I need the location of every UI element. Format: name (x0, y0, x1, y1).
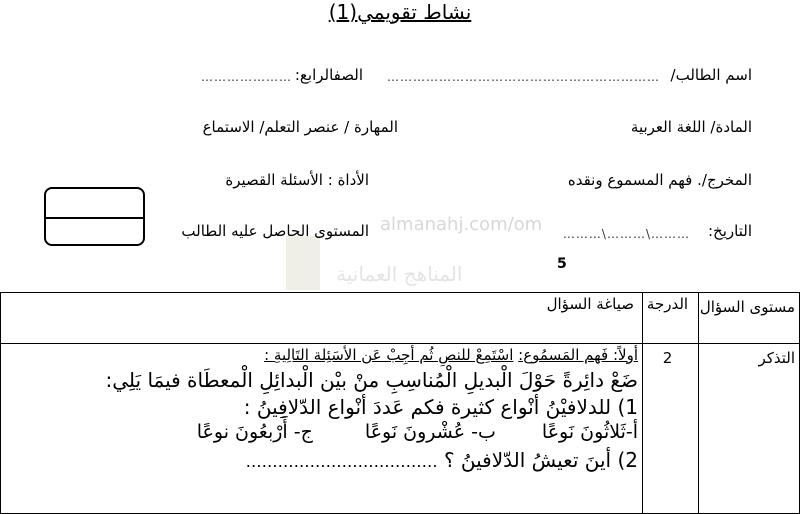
date-label: التاريخ: (708, 222, 752, 240)
score-divider (46, 217, 143, 219)
option-a[interactable]: أ-ثَلاثُونَ نَوعًا (541, 421, 638, 443)
page-title: نشاط تقويمي(1) (328, 0, 472, 24)
watermark-arabic: المناهج العمانية (336, 262, 463, 286)
date-blank[interactable]: ………\………\……… (562, 227, 690, 241)
question-row (1, 344, 800, 514)
student-name-blank[interactable]: ……………………………………………………… (387, 70, 660, 84)
section-heading (1, 348, 638, 363)
watermark-url: almanahj.com/om (380, 214, 543, 235)
row-grade: 2 (643, 344, 699, 514)
option-c[interactable]: ج- أَرْبعُونَ نوعًا (196, 421, 313, 443)
question-2-answer-blank[interactable]: ……………………………… (245, 452, 438, 471)
skill-label: المهارة / عنصر التعلم/ الاستماع (202, 118, 398, 136)
subject-label: المادة/ اللغة العربية (630, 118, 752, 136)
tool-label: الأداة : الأسئلة القصيرة (225, 171, 369, 189)
student-name-label: اسم الطالب/ (670, 66, 752, 84)
outcome-label: المخرج/. فهم المسموع ونقده (567, 171, 752, 189)
section-title: أولاً: فَهم المَسمُوع: (518, 346, 638, 364)
level-label: المستوى الحاصل عليه الطالب (181, 222, 369, 240)
score-box[interactable] (44, 187, 145, 246)
questions-table (0, 292, 800, 514)
header-formulation: صياغة السؤال (1, 293, 643, 344)
row-level: التذكر (699, 344, 800, 514)
instruction: ضَعْ دائِرةً حَوْلَ الْبديلِ الْمُناسِبِ منْ بيْن الْبدائِلِ الْمعطَاة فيمَا يَلِي: (105, 368, 638, 392)
watermark-logo (286, 236, 320, 290)
section-instruction: اسْتَمِعْ للنصِ ثُم أجِبْ عَن الأسَئِلة التَالِيةِ : (264, 346, 514, 364)
class-label: الصفالرابع: (294, 66, 363, 84)
question-1: 1) للدلافيْنُ أنْواع كثيرة فكم عَددَ أنْواع الدّلافِينُ : (243, 395, 638, 419)
max-score: 5 (557, 256, 567, 272)
question-1-options (1, 423, 638, 442)
header-grade: الدرجة (643, 293, 699, 344)
header-level: مستوى السؤال (699, 293, 800, 344)
question-content (1, 344, 643, 514)
class-blank[interactable]: ………………… (201, 70, 292, 84)
question-2: 2) أينَ تعيشُ الدّلافينُ ؟ ……………………………… (245, 448, 638, 472)
option-b[interactable]: ب- عُشْرونَ نَوعًا (364, 421, 496, 443)
table-header-row (1, 293, 800, 344)
